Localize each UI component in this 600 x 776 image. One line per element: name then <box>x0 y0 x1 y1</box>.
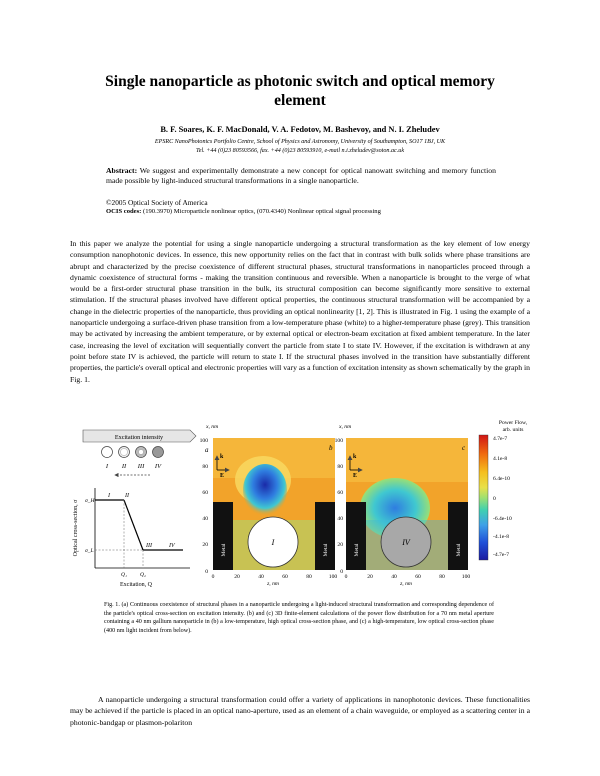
colorbar <box>479 420 528 560</box>
panel-b-metal-right <box>315 502 335 570</box>
colorbar-tick-1: 4.7e-7 <box>493 436 508 442</box>
panel-c-x-axis-label: x, nm <box>339 424 352 430</box>
panel-c-metal-left <box>346 502 366 570</box>
panel-b-ytick-40: 40 <box>202 516 208 522</box>
state-iv-particle <box>153 447 164 458</box>
panel-c-xtick-80: 80 <box>439 574 445 580</box>
q2-tick: Q₂ <box>140 572 146 578</box>
colorbar-tick-3: 6.4e-10 <box>493 476 510 482</box>
curve-label-i: I <box>108 493 110 499</box>
panel-b-letter: b <box>329 444 333 452</box>
panel-c-metal-right <box>448 502 468 570</box>
sigma-high-tick: σ_H <box>85 498 95 504</box>
ocis-codes <box>106 208 381 215</box>
panel-c-upper-field <box>346 438 468 482</box>
panel-c-ytick-40: 40 <box>337 516 343 522</box>
curve-label-iv: IV <box>169 543 175 549</box>
colorbar-title-line-1: Power Flow, <box>498 420 528 426</box>
title-line-2: element <box>274 92 326 109</box>
q1-tick: Q₁ <box>121 572 127 578</box>
panel-c-ytick-20: 20 <box>337 542 343 548</box>
panel-c-letter: c <box>462 444 466 452</box>
panel-c-xtick-60: 60 <box>415 574 421 580</box>
panel-c-xtick-20: 20 <box>367 574 373 580</box>
figure-caption: Fig. 1. (a) Continuous coexistence of structural phases in a nanoparticle undergoing a light-induced structural transformation and corresponding dependence of the particle's optical cross-section on excitation intensity. (b) and (c) 3D finite-element calculations of the power flow distribution for a 70 nm metal aperture containing a 40 nm gallium nanoparticle in (b) a low-temperature, high optical cross-section phase, and (c) a high-temperature, low optical cross-section phase (400 nm light incident from below). <box>104 602 494 634</box>
panel-b-flow-lobe <box>243 464 287 516</box>
state-label-iii: III <box>137 463 145 470</box>
paper-title <box>60 72 540 110</box>
panel-c-ytick-60: 60 <box>337 490 343 496</box>
panel-a <box>73 430 209 588</box>
panel-b-e-label: E <box>220 473 225 479</box>
author-list: B. F. Soares, K. F. MacDonald, V. A. Fedotov, M. Bashevoy, and N. I. Zheludev <box>160 125 440 134</box>
panel-c-k-label: k <box>353 454 357 460</box>
body-paragraph-1: In this paper we analyze the potential for using a single nanoparticle undergoing a structural transformation as the key element of low energy consumption nanophotonic devices. In essence, this new opportunity relies on the fact that in contrast with bulk solids where phase transitions are abrupt and characterized by the precise coexistence of different structural phases, structural transformations in nanoparticles proceed through a dynamic coexistence of structural forms - making the transition continuous and reversible. When a nanoparticle is brought to the verge of what would be a first-order structural phase transition in the bulk, its structural composition can become significantly more sensitive to external stimulation. If the structural phases involved have different optical properties, the continuous structural transformation will be accompanied by a change in the dielectric properties of the nanoparticle, thus providing an optical nonlinearity [1, 2]. This is illustrated in Fig. 1 using the example of a nanoparticle undergoing a surface-driven phase transition from a low-temperature phase (white) to a higher-temperature phase (grey). This transition may be activated by increasing the ambient temperature, or by external optical or electron-beam excitation at fixed ambient temperature. In the later case, increasing the level of excitation will sequentially convert the particle from state I to state IV. However, if the excitation is withdrawn at any point before state IV is achieved, the particle will return to state I. If the structural phases involved in the transition have substantially different properties, the particle's overall optical and electronic properties will vary as a function of excitation intensity as shown schematically by the graph in Fig. 1. <box>70 239 530 384</box>
colorbar-tick-4: 0 <box>493 496 496 502</box>
cross-section-transition-segment <box>124 500 143 550</box>
panel-a-xlabel: Excitation, Q <box>120 582 152 588</box>
colorbar-tick-6: -4.1e-8 <box>493 534 509 540</box>
panel-b-ytick-100: 100 <box>199 438 208 444</box>
body-paragraph-2: A nanoparticle undergoing a structural transformation could offer a variety of applications in nanophotonic devices. These functionalities may be achieved if the particle is placed in an optical nano-aperture, used as an element of a chain waveguide, or employed as a scattering center in a photonic-bandgap or plasmon-polariton <box>70 695 530 727</box>
panel-b-metal-label-left: Metal <box>221 543 227 557</box>
panel-b-k-label: k <box>220 454 224 460</box>
figure-1 <box>65 420 535 595</box>
excitation-arrow-label: Excitation intensity <box>114 434 164 441</box>
sigma-low-tick: σ_L <box>85 548 94 554</box>
panel-c-xtick-0: 0 <box>344 574 348 580</box>
panel-b-xtick-60: 60 <box>282 574 288 580</box>
affiliation-line-2: Tel. +44 (0)23 80593566, fax. +44 (0)23 80593910, e-mail n.i.zheludev@soton.ac.uk <box>195 148 405 154</box>
colorbar-title-line-2: arb. units <box>502 427 524 433</box>
abstract-text: We suggest and experimentally demonstrate a new concept for optical nanowatt switching and memory function made possible by light-induced structural transformations in a single nanoparticle. <box>106 166 496 186</box>
panel-b <box>200 424 338 587</box>
curve-label-iii: III <box>146 543 152 549</box>
panel-b-xtick-40: 40 <box>258 574 264 580</box>
panel-b-state-label: I <box>271 538 275 547</box>
panel-a-ylabel: Optical cross-section, σ <box>73 499 79 557</box>
abstract <box>106 166 496 186</box>
panel-b-xtick-0: 0 <box>211 574 215 580</box>
panel-b-ytick-20: 20 <box>202 542 208 548</box>
colorbar-tick-7: -4.7e-7 <box>493 552 509 558</box>
panel-b-ytick-0: 0 <box>205 569 208 575</box>
panel-a-letter: a <box>205 446 209 454</box>
panel-c-metal-label-left: Metal <box>354 543 360 557</box>
curve-label-ii: II <box>125 493 129 499</box>
abstract-label: Abstract: <box>106 166 138 175</box>
state-iii-core <box>139 450 144 455</box>
panel-c-z-axis-label: z, nm <box>400 581 412 587</box>
panel-c <box>335 424 471 587</box>
panel-c-ytick-80: 80 <box>337 464 343 470</box>
ocis-label: OCIS codes: <box>106 208 142 215</box>
figure-svg <box>65 420 535 595</box>
panel-b-z-axis-label: z, nm <box>267 581 279 587</box>
colorbar-tick-2: 4.1e-8 <box>493 456 508 462</box>
panel-b-metal-label-right: Metal <box>323 543 329 557</box>
panel-b-ytick-60: 60 <box>202 490 208 496</box>
state-label-ii: II <box>121 463 127 470</box>
state-ii-core <box>121 449 128 456</box>
panel-c-xtick-40: 40 <box>391 574 397 580</box>
panel-c-e-label: E <box>353 473 358 479</box>
panel-c-ytick-0: 0 <box>340 569 343 575</box>
panel-b-xtick-20: 20 <box>234 574 240 580</box>
state-i-particle <box>102 447 113 458</box>
affiliation <box>60 138 540 156</box>
state-label-i: I <box>105 463 109 470</box>
state-label-iv: IV <box>154 463 162 470</box>
colorbar-tick-5: -6.4e-10 <box>493 516 512 522</box>
title-line-1: Single nanoparticle as photonic switch and optical memory <box>105 73 495 90</box>
panel-c-metal-label-right: Metal <box>456 543 462 557</box>
ocis-text: (190.3970) Microparticle nonlinear optics, (070.4340) Nonlinear optical signal processing <box>141 208 381 215</box>
copyright: ©2005 Optical Society of America <box>106 198 208 207</box>
panel-b-ytick-80: 80 <box>202 464 208 470</box>
colorbar-gradient <box>479 435 488 560</box>
panel-b-x-axis-label: x, nm <box>206 424 219 430</box>
panel-b-metal-left <box>213 502 233 570</box>
panel-c-ytick-100: 100 <box>334 438 343 444</box>
panel-b-xtick-80: 80 <box>306 574 312 580</box>
affiliation-line-1: EPSRC NanoPhotonics Portfolio Centre, School of Physics and Astronomy, University of Southampton, SO17 1BJ, UK <box>154 139 446 145</box>
panel-b-xtick-100: 100 <box>328 574 338 580</box>
panel-c-state-label: IV <box>402 538 410 547</box>
panel-c-xtick-100: 100 <box>461 574 471 580</box>
